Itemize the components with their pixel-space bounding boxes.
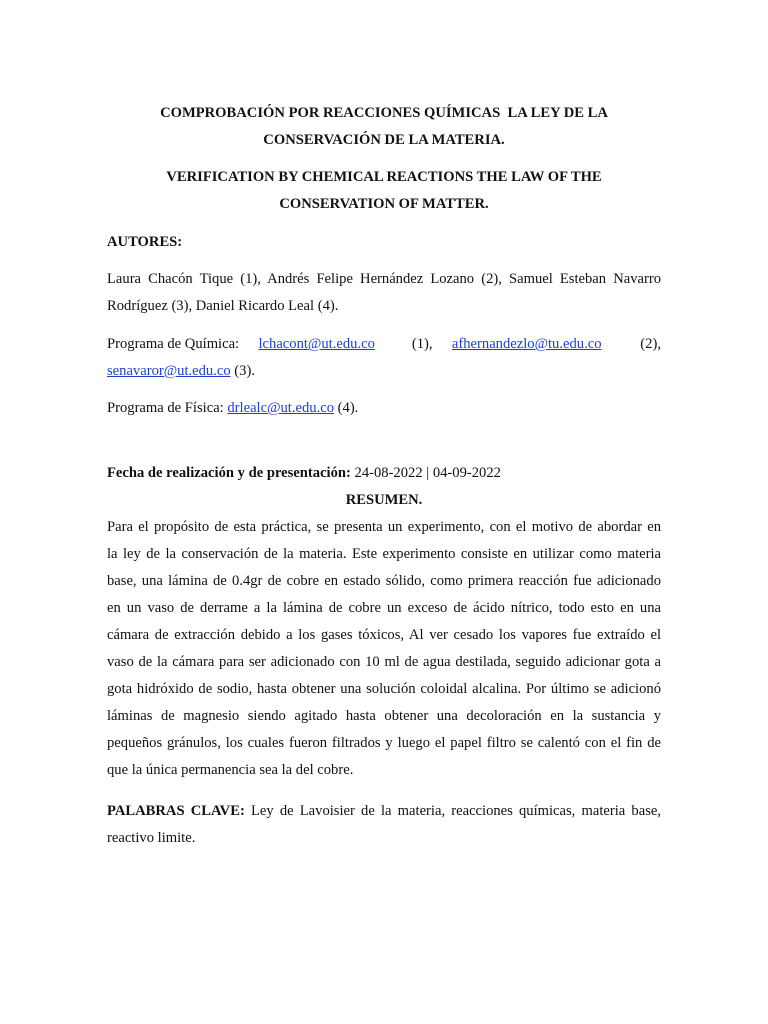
title-english-line-2: CONSERVATION OF MATTER. — [279, 196, 489, 212]
quimica-ref-3: (3). — [230, 363, 255, 379]
keywords-line-2: reactivo limite. — [107, 830, 196, 846]
resumen-line: pequeños gránulos, los cuales fueron filtrados y luego el papel filtro se calentó con el fin de — [107, 735, 661, 751]
title-spanish-line-2: CONSERVACIÓN DE LA MATERIA. — [263, 132, 505, 148]
fisica-ref: (4). — [334, 400, 359, 416]
keywords-block — [107, 798, 661, 852]
resumen-line: la ley de la conservación de la materia. Este experimento consiste en utilizar como materia — [107, 546, 661, 562]
date-line — [107, 460, 661, 487]
authors-list — [107, 266, 661, 320]
resumen-line: gota hidróxido de sodio, hasta obtener una solución coloidal alcalina. Por último se adicionó — [107, 681, 661, 697]
authors-line-1-text: Laura Chacón Tique (1), Andrés Felipe Hernández Lozano (2), Samuel Esteban Navarro — [107, 271, 661, 287]
authors-heading: AUTORES: — [107, 234, 183, 250]
title-spanish-line-1: COMPROBACIÓN POR REACCIONES QUÍMICAS LA LEY DE LA — [160, 105, 608, 121]
quimica-ref-2: (2), — [640, 336, 661, 352]
quimica-ref-1: (1), — [411, 336, 433, 352]
keywords-line-1 — [107, 798, 661, 825]
keywords-label: PALABRAS CLAVE: — [107, 803, 245, 819]
title-english-line-1: VERIFICATION BY CHEMICAL REACTIONS THE LAW OF THE — [166, 169, 602, 185]
quimica-line-1 — [107, 331, 661, 358]
quimica-email-3-link[interactable]: senavaror@ut.edu.co — [107, 363, 231, 379]
date-value: 24-08-2022 | 04-09-2022 — [350, 465, 501, 481]
resumen-line: base, una lámina de 0.4gr de cobre en estado sólido, como primera reacción fue adicionado — [107, 573, 661, 589]
quimica-program — [107, 331, 661, 385]
fisica-label: Programa de Física: — [107, 400, 228, 416]
title-spanish — [107, 100, 661, 154]
fisica-email-link[interactable]: drlealc@ut.edu.co — [227, 400, 335, 416]
resumen-line: que la única permanencia sea la del cobre. — [107, 762, 354, 778]
resumen-line: láminas de magnesio siendo agitado hasta obtener una decoloración en la sustancia y — [107, 708, 661, 724]
title-english — [107, 164, 661, 218]
resumen-line: vaso de la cámara para ser adicionado con 10 ml de agua destilada, seguido adicionar gota a — [107, 654, 661, 670]
authors-line-1 — [107, 266, 661, 293]
quimica-line-2 — [107, 358, 661, 385]
quimica-label: Programa de Química: — [107, 336, 240, 352]
resumen-line: en un vaso de derrame a la lámina de cobre un exceso de ácido nítrico, todo esto en una — [107, 600, 661, 616]
quimica-email-2-link[interactable]: afhernandezlo@tu.edu.co — [451, 336, 602, 352]
fisica-program — [107, 395, 661, 422]
resumen-line: cámara de extracción debido a los gases tóxicos, Al ver cesado los vapores fue extraído el — [107, 627, 661, 643]
authors-line-2: Rodríguez (3), Daniel Ricardo Leal (4). — [107, 298, 339, 314]
resumen-heading: RESUMEN. — [345, 492, 423, 508]
quimica-email-1-link[interactable]: lchacont@ut.edu.co — [258, 336, 375, 352]
resumen-line: Para el propósito de esta práctica, se presenta un experimento, con el motivo de abordar en — [107, 519, 661, 535]
resumen-body — [107, 514, 661, 784]
date-label: Fecha de realización y de presentación: — [107, 465, 351, 481]
keywords-text-1: Ley de Lavoisier de la materia, reacciones químicas, materia base, — [244, 803, 661, 819]
